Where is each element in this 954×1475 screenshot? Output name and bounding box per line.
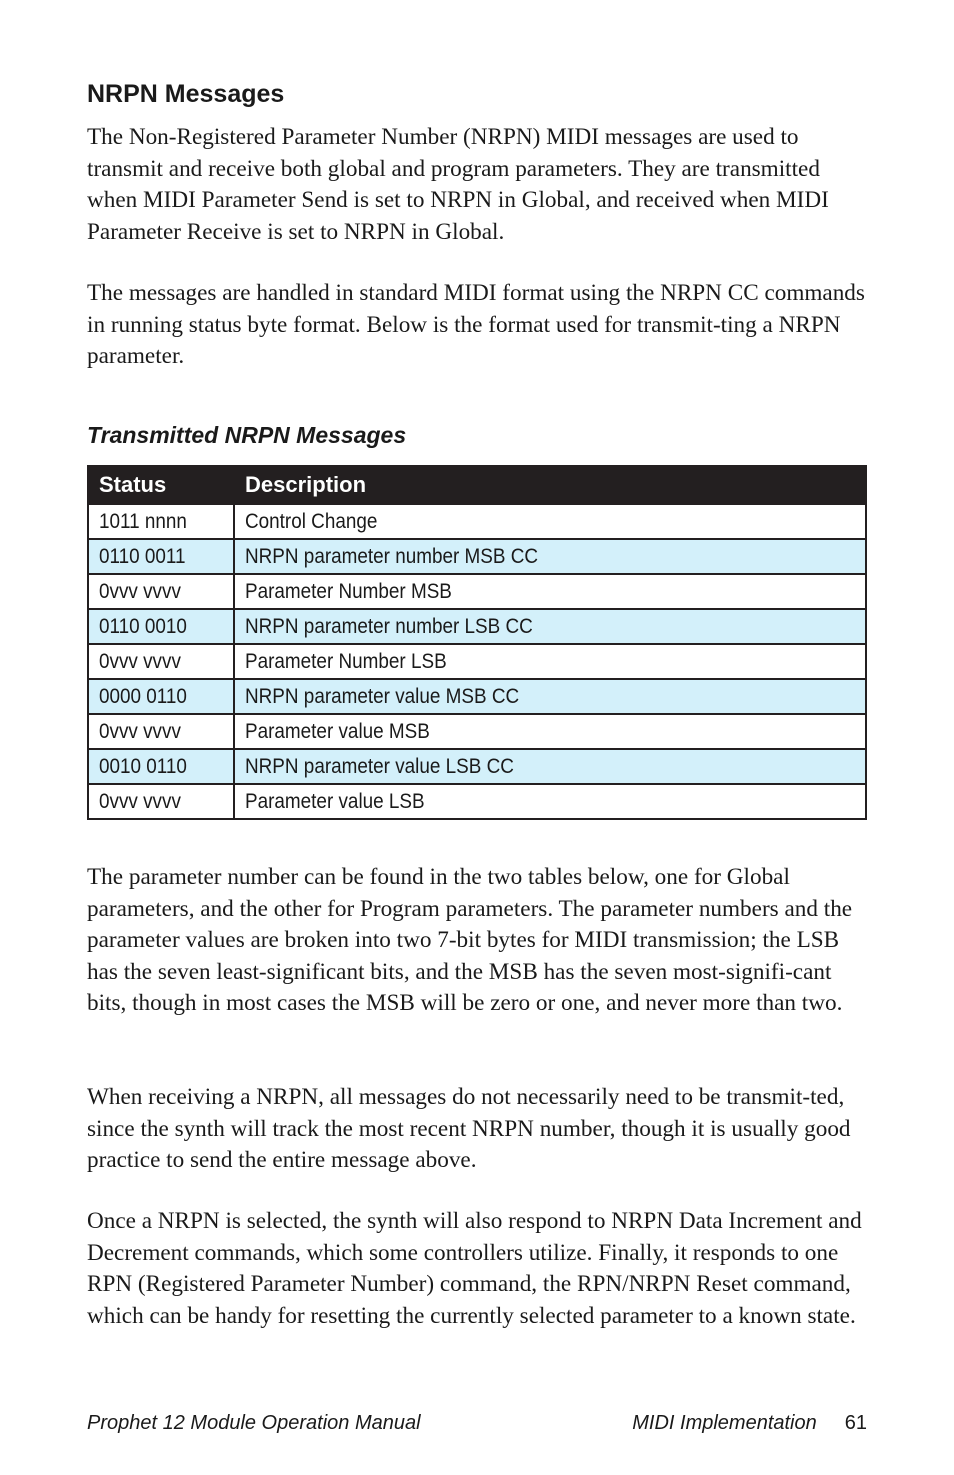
status-value: 0vvv vvvv <box>99 789 181 813</box>
table-row <box>88 784 866 819</box>
status-cell <box>88 609 234 644</box>
description-value: NRPN parameter value MSB CC <box>245 684 520 708</box>
intro-paragraph: The Non-Registered Parameter Number (NRPN) MIDI messages are used to transmit and receive both global and program parameters. They are transmitted when MIDI Parameter Send is set to NRPN in Global, and received when MIDI Parameter Receive is set to NRPN in Global. <box>87 124 829 245</box>
status-value: 0vvv vvvv <box>99 649 181 673</box>
status-value: 0vvv vvvv <box>99 579 181 603</box>
description-value: Parameter Number LSB <box>245 649 447 673</box>
description-value: NRPN parameter value LSB CC <box>245 754 514 778</box>
table-body <box>88 504 866 819</box>
table-row <box>88 504 866 539</box>
table-row <box>88 749 866 784</box>
table-caption: Transmitted NRPN Messages <box>87 422 407 448</box>
table-row <box>88 679 866 714</box>
status-cell <box>88 749 234 784</box>
parameter-number-paragraph: The parameter number can be found in the two tables below, one for Global parameters, and the other for Program parameters. The parameter numbers and the parameter values are broken into two 7-bit bytes for MIDI transmission; the LSB has the seven least-significant bits, and the MSB has the seven most-signifi-cant bits, though in most cases the MSB will be zero or one, and never more than two. <box>87 864 853 1016</box>
table-row <box>88 609 866 644</box>
description-cell <box>234 749 866 784</box>
description-value: Parameter Number MSB <box>245 579 452 603</box>
description-value: Parameter value MSB <box>245 719 430 743</box>
description-cell <box>234 714 866 749</box>
header-status: Status <box>88 466 234 504</box>
description-cell <box>234 784 866 819</box>
footer-chapter: MIDI Implementation <box>632 1412 817 1434</box>
status-cell <box>88 504 234 539</box>
description-cell <box>234 539 866 574</box>
table-header-row <box>88 466 866 504</box>
status-cell <box>88 679 234 714</box>
footer-manual-title: Prophet 12 Module Operation Manual <box>87 1412 421 1434</box>
table-row <box>88 644 866 679</box>
header-description: Description <box>234 466 866 504</box>
status-cell <box>88 539 234 574</box>
table-row <box>88 574 866 609</box>
increment-paragraph: Once a NRPN is selected, the synth will also respond to NRPN Data Increment and Decrement commands, which some controllers utilize. Finally, it responds to one RPN (Registered Parameter Number) command, the RPN/NRPN Reset command, which can be handy for resetting the currently selected parameter to a known state. <box>87 1208 862 1329</box>
section-title: NRPN Messages <box>87 80 285 108</box>
page-number: 61 <box>844 1412 867 1434</box>
description-value: NRPN parameter number LSB CC <box>245 614 533 638</box>
status-value: 0vvv vvvv <box>99 719 181 743</box>
status-cell <box>88 784 234 819</box>
table-row <box>88 714 866 749</box>
status-value: 0010 0110 <box>99 754 187 778</box>
status-cell <box>88 574 234 609</box>
format-paragraph: The messages are handled in standard MIDI format using the NRPN CC commands in running status byte format. Below is the format used for transmit-ting a NRPN parameter. <box>87 280 865 369</box>
status-value: 1011 nnnn <box>99 509 187 533</box>
description-value: Control Change <box>245 509 378 533</box>
description-value: NRPN parameter number MSB CC <box>245 544 539 568</box>
table-row <box>88 539 866 574</box>
description-cell <box>234 644 866 679</box>
receiving-paragraph: When receiving a NRPN, all messages do not necessarily need to be transmit-ted, since the synth will track the most recent NRPN number, though it is usually good practice to send the entire message above. <box>87 1084 851 1173</box>
description-cell <box>234 574 866 609</box>
description-value: Parameter value LSB <box>245 789 425 813</box>
status-value: 0000 0110 <box>99 684 187 708</box>
status-value: 0110 0010 <box>99 614 187 638</box>
status-value: 0110 0011 <box>99 544 186 568</box>
status-cell <box>88 644 234 679</box>
footer-right <box>632 1412 867 1435</box>
status-cell <box>88 714 234 749</box>
description-cell <box>234 609 866 644</box>
nrpn-table <box>87 465 867 820</box>
description-cell <box>234 679 866 714</box>
description-cell <box>234 504 866 539</box>
page-footer <box>87 1412 867 1438</box>
